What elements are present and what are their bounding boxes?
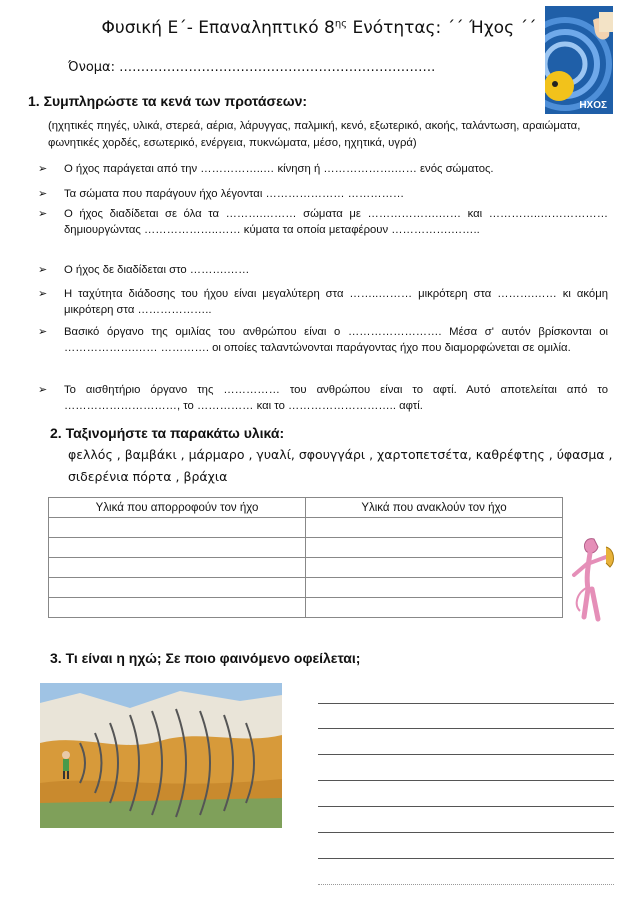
col-reflect-header: Υλικά που ανακλούν τον ήχο [306,498,563,518]
svg-text:ΗΧΟΣ: ΗΧΟΣ [579,100,607,111]
classification-table [48,497,563,618]
fill-item-6: ➢ Βασικό όργανο της ομιλίας του ανθρώπου είναι ο ……………………. Μέσα σ' αυτόν βρίσκονται οι ……………….…… …………. οι οποίες ταλαντώνονται παράγοντας ήχο που διαμορφώνεται σε ομιλία. [38,326,608,354]
fill-item-1: ➢ Ο ήχος παράγεται από την ……………..… κίνηση ή ……………….…… ενός σώματος. [38,163,494,175]
answer-line[interactable] [318,703,614,704]
fill-item-2: ➢ Τα σώματα που παράγουν ήχο λέγονται ………………… …………… [38,188,405,200]
answer-line[interactable] [318,754,614,755]
table-cell[interactable] [306,598,563,618]
name-field: Όνομα: ………………………………………………………………. [68,60,436,75]
page-title: Φυσική Ε΄- Επαναληπτικό $8^{\eta\varsigma}$ Ενότητας: ΄΄ Ήχος ΄΄ [101,18,537,38]
table-cell[interactable] [49,558,306,578]
answer-line[interactable] [318,728,614,729]
table-cell[interactable] [49,598,306,618]
arrow-bullet-icon: ➢ [38,188,48,200]
arrow-bullet-icon: ➢ [38,288,48,300]
table-cell[interactable] [49,518,306,538]
fill-item-7: ➢ Το αισθητήριο όργανο της …………… του ανθρώπου είναι το αφτί. Αυτό αποτελείται από το …………………………, το …………… και το ……………………….. αφτί. [38,384,608,412]
answer-line[interactable] [318,858,614,859]
table-cell[interactable] [306,518,563,538]
table-row [49,558,563,578]
fill-item-4: ➢ Ο ήχος δε διαδίδεται στο ……….…… [38,264,250,276]
answer-line[interactable] [318,780,614,781]
section3-heading: 3. Τι είναι η ηχώ; Σε ποιο φαινόμενο οφείλεται; [50,650,361,666]
section2-heading: 2. Ταξινομήστε τα παρακάτω υλικά: [50,425,285,441]
table-cell[interactable] [306,538,563,558]
table-row [49,538,563,558]
materials-list: φελλός , βαμβάκι , μάρμαρο , γυαλί, σφουγγάρι , χαρτοπετσέτα, καθρέφτης , ύφασμα , σιδερένια πόρτα , βράχια [68,447,613,484]
answer-line[interactable] [318,884,614,885]
table-cell[interactable] [49,538,306,558]
arrow-bullet-icon: ➢ [38,163,48,175]
arrow-bullet-icon: ➢ [38,384,48,396]
word-bank: (ηχητικές πηγές, υλικά, στερεά, αέρια, λάρυγγας, παλμική, κενό, εξωτερικό, ακοής, ταλάντωση, αραιώματα, φωνητικές χορδές, εσωτερικό, ενέργεια, πυκνώματα, μέσο, ηχητικά, υγρά) [48,120,581,149]
table-row [49,598,563,618]
table-row [49,518,563,538]
col-absorb-header: Υλικά που απορροφούν τον ήχο [49,498,306,518]
answer-line[interactable] [318,832,614,833]
arrow-bullet-icon: ➢ [38,208,48,220]
section1-heading: 1. Συμπληρώστε τα κενά των προτάσεων: [28,93,308,109]
pink-panther-image [566,527,621,627]
table-cell[interactable] [49,578,306,598]
fill-item-3: ➢ Ο ήχος διαδίδεται σε όλα τα ……….……… σώματα με ……………….…… και …………..……………… δημιουργώντας ………………..…… κύματα τα οποία μεταφέρουν …………….…….. [38,208,608,236]
arrow-bullet-icon: ➢ [38,326,48,338]
table-cell[interactable] [306,558,563,578]
arrow-bullet-icon: ➢ [38,264,48,276]
table-cell[interactable] [306,578,563,598]
sound-logo [545,6,613,114]
echo-canyon-image [40,683,282,828]
table-header-row [49,498,563,518]
table-row [49,578,563,598]
answer-line[interactable] [318,806,614,807]
fill-item-5: ➢ Η ταχύτητα διάδοσης του ήχου είναι μεγαλύτερη στα ……..……… μικρότερη στα ……….…… κι ακόμη μικρότερη στα ……………….. [38,288,608,316]
